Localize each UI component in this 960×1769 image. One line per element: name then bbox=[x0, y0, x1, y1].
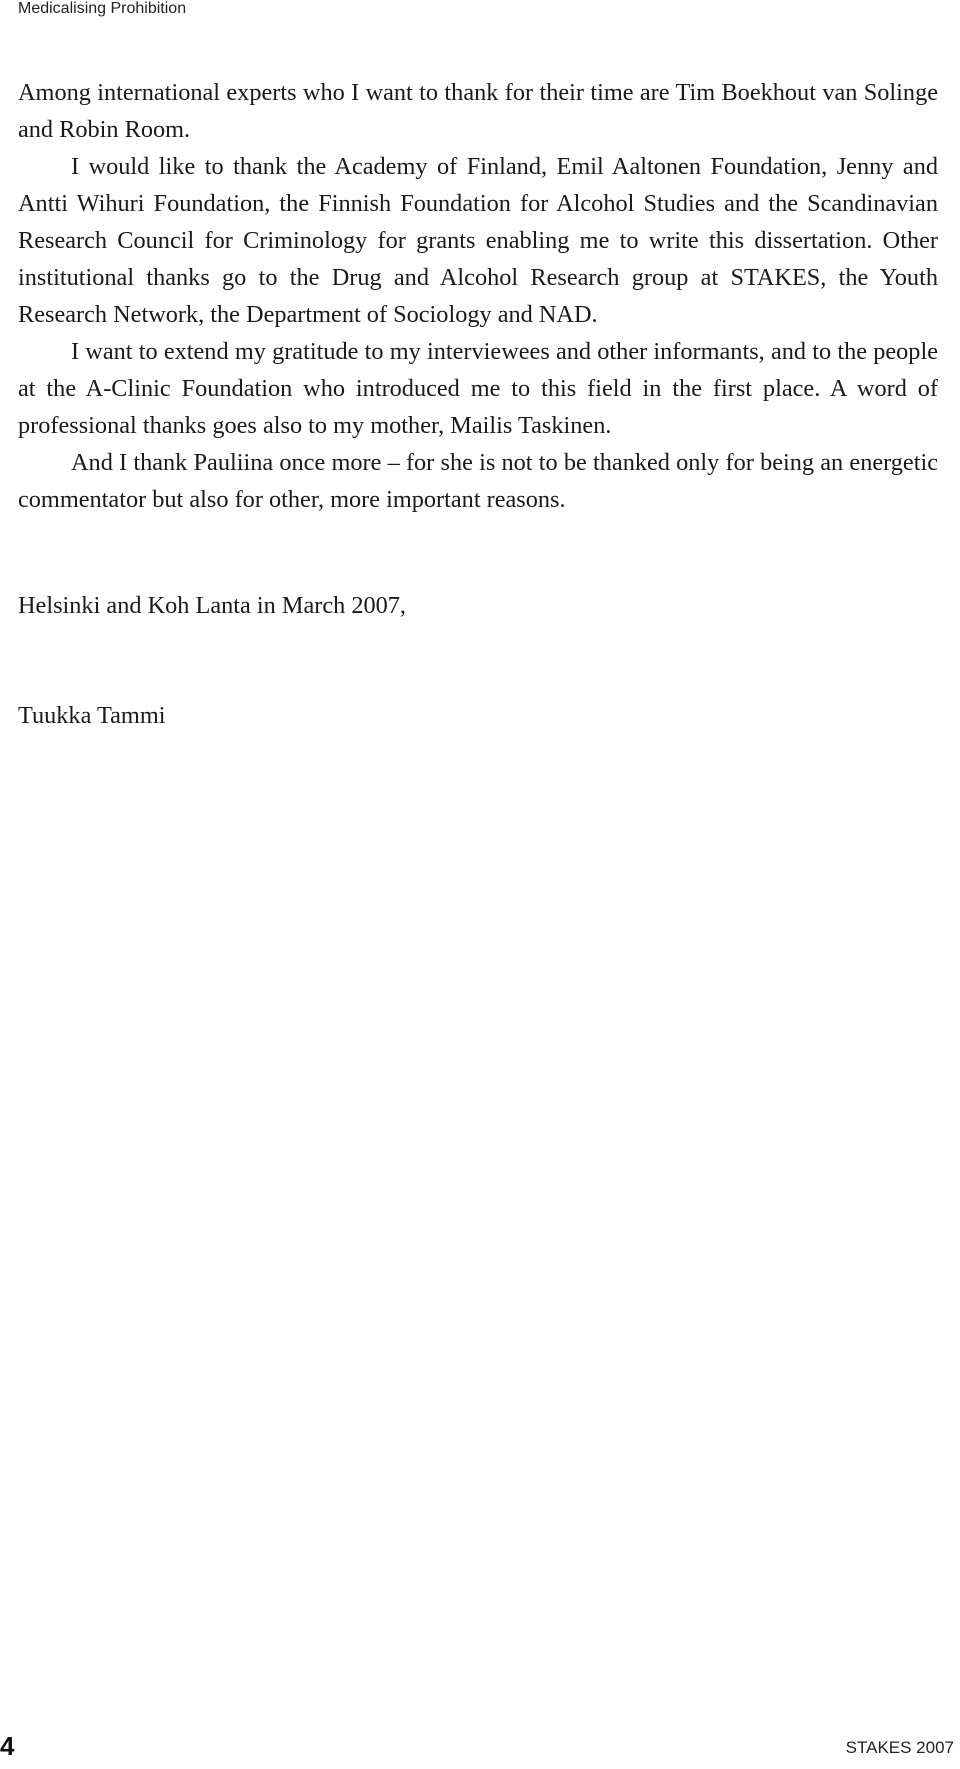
signoff-name: Tuukka Tammi bbox=[18, 702, 166, 729]
signoff-place-date: Helsinki and Koh Lanta in March 2007, bbox=[18, 592, 406, 619]
body-text bbox=[18, 74, 938, 518]
running-header: Medicalising Prohibition bbox=[18, 0, 187, 17]
paragraph-grants: I would like to thank the Academy of Finland, Emil Aaltonen Foundation, Jenny and Antti Wihuri Foundation, the Finnish Foundation for Alcohol Studies and the Scandinavian Research Council for Criminology for grants enabling me to write this dissertation. Other institutional thanks go to the Drug and Alcohol Research group at STAKES, the Youth Research Network, the Department of Sociology and NAD. bbox=[18, 153, 938, 328]
paragraph-pauliina: And I thank Pauliina once more – for she is not to be thanked only for being an energetic commentator but also for other, more important reasons. bbox=[18, 449, 938, 513]
running-footer: STAKES 2007 bbox=[845, 1738, 954, 1757]
paragraph-international-experts: Among international experts who I want to thank for their time are Tim Boekhout van Solinge and Robin Room. bbox=[18, 79, 938, 143]
page-number: 4 bbox=[0, 1731, 15, 1761]
paragraph-interviewees: I want to extend my gratitude to my interviewees and other informants, and to the people at the A-Clinic Foundation who introduced me to this field in the first place. A word of professional thanks goes also to my mother, Mailis Taskinen. bbox=[18, 338, 938, 439]
